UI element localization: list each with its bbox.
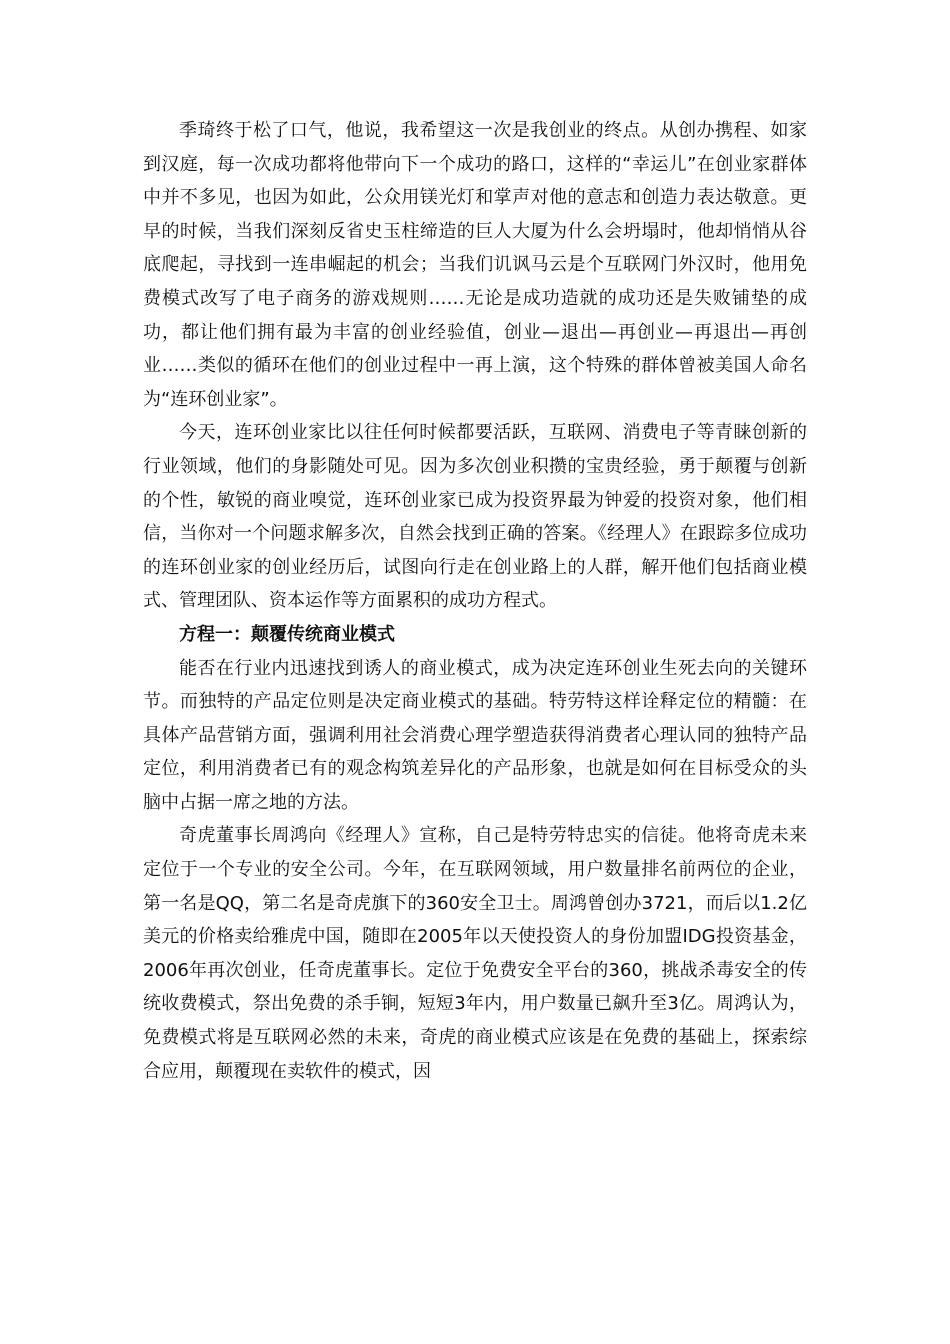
paragraph-qihoo-case: 奇虎董事长周鸿向《经理人》宣称，自己是特劳特忠实的信徒。他将奇虎未来定位于一个专业的安全公司。今年，在互联网领域，用户数量排名前两位的企业，第一名是QQ，第二名是奇虎旗下的360安全卫士。周鸿曾创办3721，而后以1.2亿美元的价格卖给雅虎中国，随即在2005年以天使投资人的身份加盟IDG投资基金，2006年再次创业，任奇虎董事长。定位于免费安全平台的360，挑战杀毒安全的传统收费模式，祭出免费的杀手锏，短短3年内，用户数量已飙升至3亿。周鸿认为，免费模式将是互联网必然的未来，奇虎的商业模式应该是在免费的基础上，探索综合应用，颠覆现在卖软件的模式，因 (143, 825, 807, 1082)
paragraph-serial-entrepreneur-intro: 季琦终于松了口气，他说，我希望这一次是我创业的终点。从创办携程、如家到汉庭，每一次成功都将他带向下一个成功的路口，这样的“幸运儿”在创业家群体中并不多见，也因为如此，公众用镁光灯和掌声对他的意志和创造力表达敬意。更早的时候，当我们深刻反省史玉柱缔造的巨人大厦为什么会坍塌时，他却悄悄从谷底爬起，寻找到一连串崛起的机会；当我们讥讽马云是个互联网门外汉时，他用免费模式改写了电子商务的游戏规则……无论是成功造就的成功还是失败铺垫的成功，都让他们拥有最为丰富的创业经验值，创业—退出—再创业—再退出—再创业……类似的循环在他们的创业过程中一再上演，这个特殊的群体曾被美国人命名为“连环创业家”。 (143, 120, 807, 410)
document-body (143, 114, 807, 1088)
section-heading: 方程一：颠覆传统商业模式 (179, 623, 395, 645)
paragraph-serial-entrepreneur-today: 今天，连环创业家比以往任何时候都要活跃，互联网、消费电子等青睐创新的行业领域，他们的身影随处可见。因为多次创业积攒的宝贵经验，勇于颠覆与创新的个性，敏锐的商业嗅觉，连环创业家已成为投资界最为钟爱的投资对象，他们相信，当你对一个问题求解多次，自然会找到正确的答案。《经理人》在跟踪多位成功的连环创业家的创业经历后，试图向行走在创业路上的人群，解开他们包括商业模式、管理团队、资本运作等方面累积的成功方程式。 (143, 422, 807, 612)
paragraph-business-model: 能否在行业内迅速找到诱人的商业模式，成为决定连环创业生死去向的关键环节。而独特的产品定位则是决定商业模式的基础。特劳特这样诠释定位的精髓：在具体产品营销方面，强调利用社会消费心理学塑造获得消费者心理认同的独特产品定位，利用消费者已有的观念构筑差异化的产品形象，也就是如何在目标受众的头脑中占据一席之地的方法。 (143, 657, 807, 813)
